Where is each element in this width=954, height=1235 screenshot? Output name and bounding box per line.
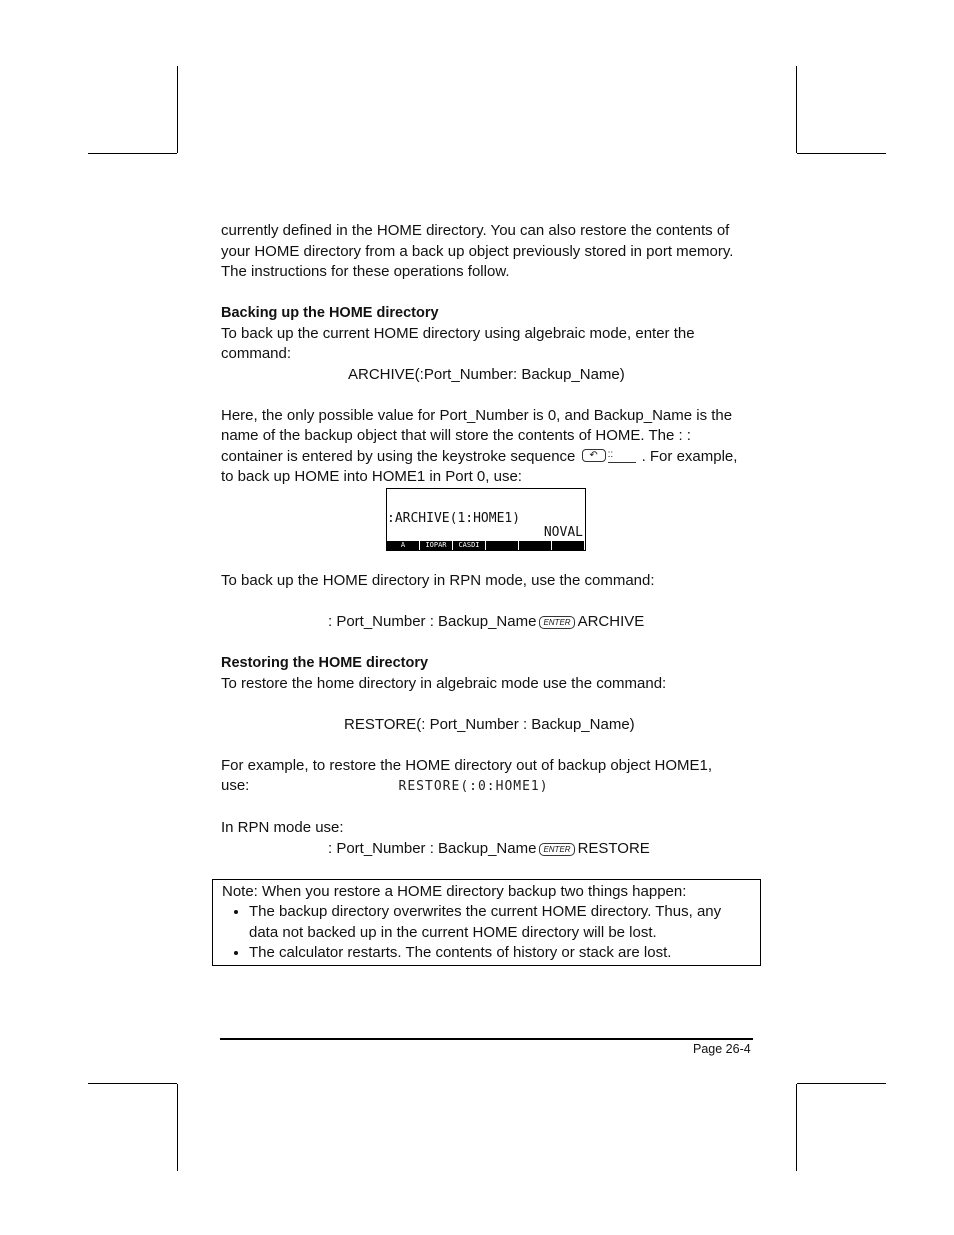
paragraph: name of the backup object that will store the contents of HOME. The : :	[221, 427, 691, 444]
crop-mark	[177, 1084, 178, 1171]
paragraph: to back up HOME into HOME1 in Port 0, use:	[221, 468, 522, 485]
crop-mark	[88, 1083, 177, 1084]
note-box	[212, 879, 761, 966]
softkey	[519, 541, 552, 550]
command-text: RESTORE	[577, 839, 650, 857]
section-heading-backup: Backing up the HOME directory	[221, 305, 439, 321]
softkey	[486, 541, 519, 550]
paragraph: For example, to restore the HOME directory out of backup object HOME1,	[221, 756, 713, 774]
body-text-lower	[221, 571, 761, 859]
note-list	[213, 902, 739, 964]
crop-mark	[797, 153, 886, 154]
screen-line-result: NOVAL	[543, 525, 583, 540]
paragraph: In RPN mode use:	[221, 819, 344, 836]
restore-command: RESTORE(: Port_Number : Backup_Name)	[344, 715, 635, 733]
command-text: : Port_Number : Backup_Name	[328, 613, 537, 630]
restore-example: RESTORE(:0:HOME1)	[398, 779, 549, 794]
crop-mark	[88, 153, 177, 154]
crop-mark	[797, 1083, 886, 1084]
body-text	[221, 221, 761, 488]
crop-mark	[796, 1084, 797, 1171]
softkey-menu	[387, 541, 585, 550]
note-bullet: • The backup directory overwrites the current HOME directory. Thus, any data not backed up in the current HOME directory will be lost.	[249, 902, 739, 943]
paragraph	[221, 776, 761, 798]
paragraph: To restore the home directory in algebraic mode use the command:	[221, 674, 667, 692]
paragraph-text: . For example,	[641, 447, 738, 465]
paragraph-text: use:	[221, 777, 250, 794]
softkey: CASDI	[453, 541, 486, 550]
softkey: A	[387, 541, 420, 550]
command-text: ARCHIVE	[577, 613, 645, 630]
archive-command: ARCHIVE(:Port_Number: Backup_Name)	[348, 365, 625, 383]
keyseq-label: ::	[607, 448, 614, 460]
page-number: Page 26-4	[693, 1042, 751, 1056]
section-heading-restore: Restoring the HOME directory	[221, 655, 429, 671]
intro-line: The instructions for these operations follow.	[221, 263, 510, 280]
footer-rule	[220, 1038, 753, 1040]
softkey: IOPAR	[420, 541, 453, 550]
rpn-restore-command	[221, 839, 761, 860]
note-bullet: • The calculator restarts. The contents of history or stack are lost.	[249, 943, 739, 964]
enter-key-icon: ENTER	[539, 843, 574, 856]
crop-mark	[796, 66, 797, 153]
left-shift-key-icon: ↶	[582, 449, 606, 462]
crop-mark	[177, 66, 178, 153]
calculator-screen	[386, 488, 586, 551]
enter-key-icon: ENTER	[539, 616, 574, 629]
screen-line-command: :ARCHIVE(1:HOME1)	[387, 511, 521, 526]
intro-line: your HOME directory from a back up object previously stored in port memory.	[221, 242, 734, 260]
softkey	[552, 541, 585, 550]
paragraph: Here, the only possible value for Port_Number is 0, and Backup_Name is the	[221, 406, 733, 424]
paragraph: To back up the HOME directory in RPN mode, use the command:	[221, 572, 655, 589]
note-title: Note: When you restore a HOME directory backup two things happen:	[222, 883, 687, 900]
rpn-archive-command	[221, 612, 761, 633]
paragraph: To back up the current HOME directory using algebraic mode, enter the	[221, 324, 695, 342]
paragraph: command:	[221, 345, 292, 362]
intro-line: currently defined in the HOME directory. You can also restore the contents of	[221, 222, 730, 239]
command-text: : Port_Number : Backup_Name	[328, 839, 537, 857]
paragraph	[221, 447, 761, 468]
keystroke-sequence	[580, 449, 642, 463]
paragraph-text: container is entered by using the keystroke sequence	[221, 447, 576, 465]
